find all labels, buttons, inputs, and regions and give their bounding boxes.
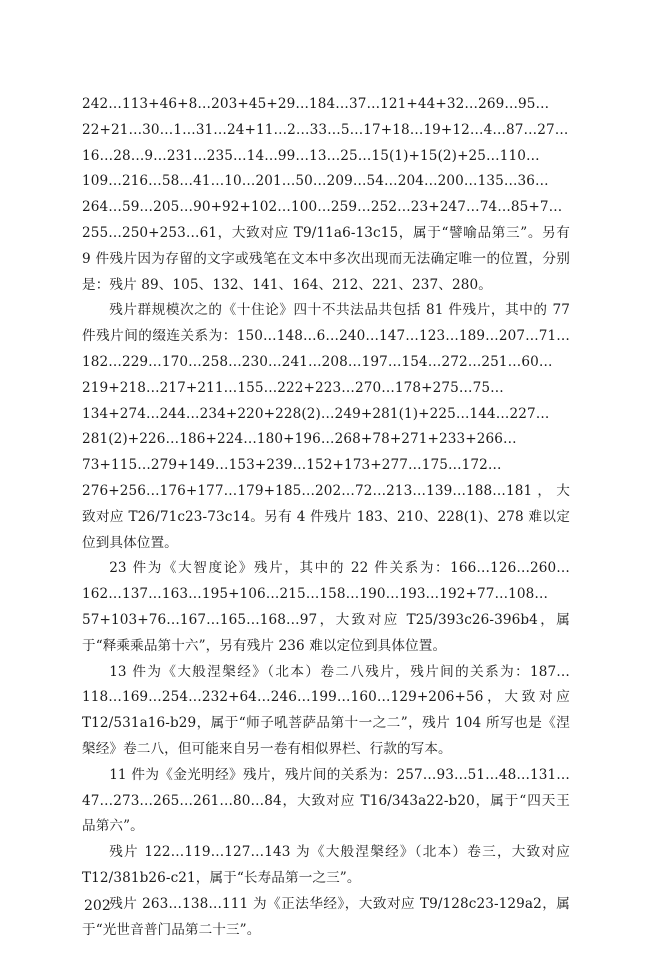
paragraph-shizhulun: 残片群规模次之的《十住论》四十不共法品共包括 81 件残片，其中的 77 件残片间的缀连关系为：150…148…6…240…147…123…189…207…71…182…229…170…258…230…241…208…197…154…272…251…60…219+218…217+211…155…222+223…270…178+275…75…134+274…244…234+220+228(2)…249+281(1)+225…144…227…281(2)+226…186+224…180+196…268+78+271+233+266…73+115…279+149…153+239…152+173+277…175…172…276+256…176+177…179+185…202…72…213…139…188…181，大致对应 T26/71c23-73c14。另有 4 件残片 183、210、228(1)、278 难以定位到具体位置。 <box>82 302 570 551</box>
paragraph-lotus-continuation: 242…113+46+8…203+45+29…184…37…121+44+32…269…95…22+21…30…1…31…24+11…2…33…5…17+18…19+12…4…87…27…16…28…9…231…235…14…99…13…25…15(1)+15(2)+25…110…109…216…58…41…10…201…50…209…54…204…200…135…36…264…59…205…90+92+102…100…259…252…23+247…74…85+7…255…250+253…61，大致对应 T9/11a6-13c15，属于“譬喻品第三”。另有 9 件残片因为存留的文字或残笔在文本中多次出现而无法确定唯一的位置，分别是：残片 89、105、132、141、164、212、221、237、280。 <box>82 96 570 293</box>
paragraph-zhengfahuajing: 残片 263…138…111 为《正法华经》，大致对应 T9/128c23-129a2，属于“光世音普门品第二十三”。 <box>82 895 570 938</box>
paragraph-jinguangmingjing: 11 件为《金光明经》残片，残片间的关系为：257…93…51…48…131…47…273…265…261…80…84，大致对应 T16/343a22-b20，属于“四天王品第六”。 <box>82 766 570 835</box>
paragraph-niepanjing-3: 残片 122…119…127…143 为《大般涅槃经》（北本）卷三，大致对应 T12/381b26-c21，属于“长寿品第一之三”。 <box>82 844 570 886</box>
paragraph-niepanjing-28: 13 件为《大般涅槃经》（北本）卷二八残片，残片间的关系为：187…118…169…254…232+64…246…199…160…129+206+56，大致对应 T12/531a16-b29，属于“师子吼菩萨品第十一之二”，残片 104 所写也是《涅槃经》卷二八，但可能来自另一卷有相似界栏、行款的写本。 <box>82 663 570 757</box>
page-number: 202 <box>84 898 111 914</box>
paragraph-dazhidulun: 23 件为《大智度论》残片，其中的 22 件关系为：166…126…260…162…137…163…195+106…215…158…190…193…192+77…108…57+103+76…167…165…168…97，大致对应 T25/393c26-396b4，属于“释乘乘品第十六”，另有残片 236 难以定位到具体位置。 <box>82 560 570 654</box>
page-body <box>82 92 570 943</box>
